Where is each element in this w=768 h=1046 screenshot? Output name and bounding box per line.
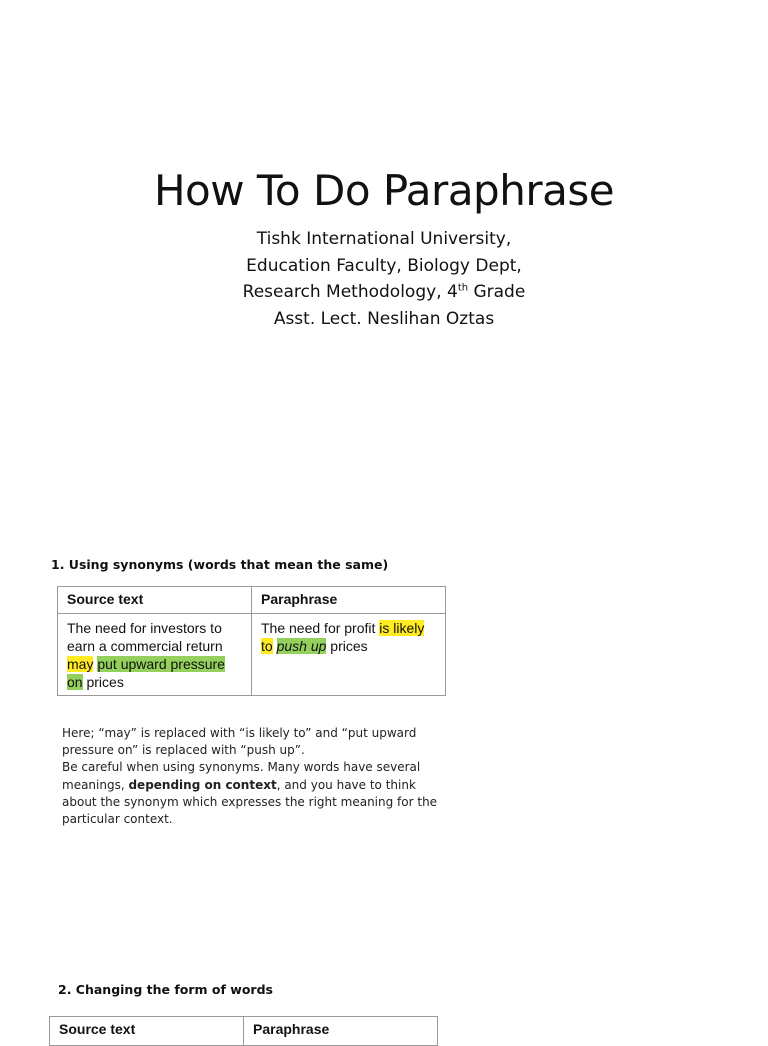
highlight-green: push up — [276, 638, 327, 654]
paraphrase-header: Paraphrase — [244, 1017, 438, 1046]
paraphrase-header: Paraphrase — [252, 587, 446, 614]
highlight-yellow: may — [67, 656, 94, 672]
word-forms-comparison-table — [49, 1016, 438, 1046]
highlight-yellow: is likely to — [261, 620, 425, 654]
document-subtitle — [0, 226, 768, 332]
paraphrase-cell: The need for profit is likely to push up prices — [252, 614, 446, 696]
table-row — [58, 614, 446, 696]
institution-line: Tishk International University, — [256, 229, 512, 249]
source-text-header: Source text — [58, 587, 252, 614]
section-heading-synonyms: 1. Using synonyms (words that mean the same) — [51, 557, 389, 572]
course-line: Research Methodology, 4th Grade — [242, 282, 526, 302]
highlight-green: put upward pressure on — [67, 656, 225, 690]
author-line: Asst. Lect. Neslihan Oztas — [273, 308, 495, 329]
emphasis-text: depending on context — [128, 777, 277, 792]
document-title: How To Do Paraphrase — [153, 166, 615, 215]
explanation-line: Here; “may” is replaced with “is likely to” and “put upward pressure on” is replaced with “push up”. — [62, 726, 417, 758]
synonyms-comparison-table — [57, 586, 446, 696]
source-text-header: Source text — [50, 1017, 244, 1046]
faculty-line: Education Faculty, Biology Dept, — [246, 255, 522, 276]
source-text-cell: The need for investors to earn a commercial return may put upward pressure on prices — [58, 614, 252, 696]
section-heading-word-forms: 2. Changing the form of words — [58, 982, 273, 997]
table-header-row — [50, 1017, 438, 1046]
explanation-paragraph — [62, 725, 442, 828]
caution-line: Be careful when using synonyms. Many words have several meanings, depending on context, and you have to think about the synonym which expresses the right meaning for the particular context. — [62, 760, 438, 827]
table-header-row — [58, 587, 446, 614]
